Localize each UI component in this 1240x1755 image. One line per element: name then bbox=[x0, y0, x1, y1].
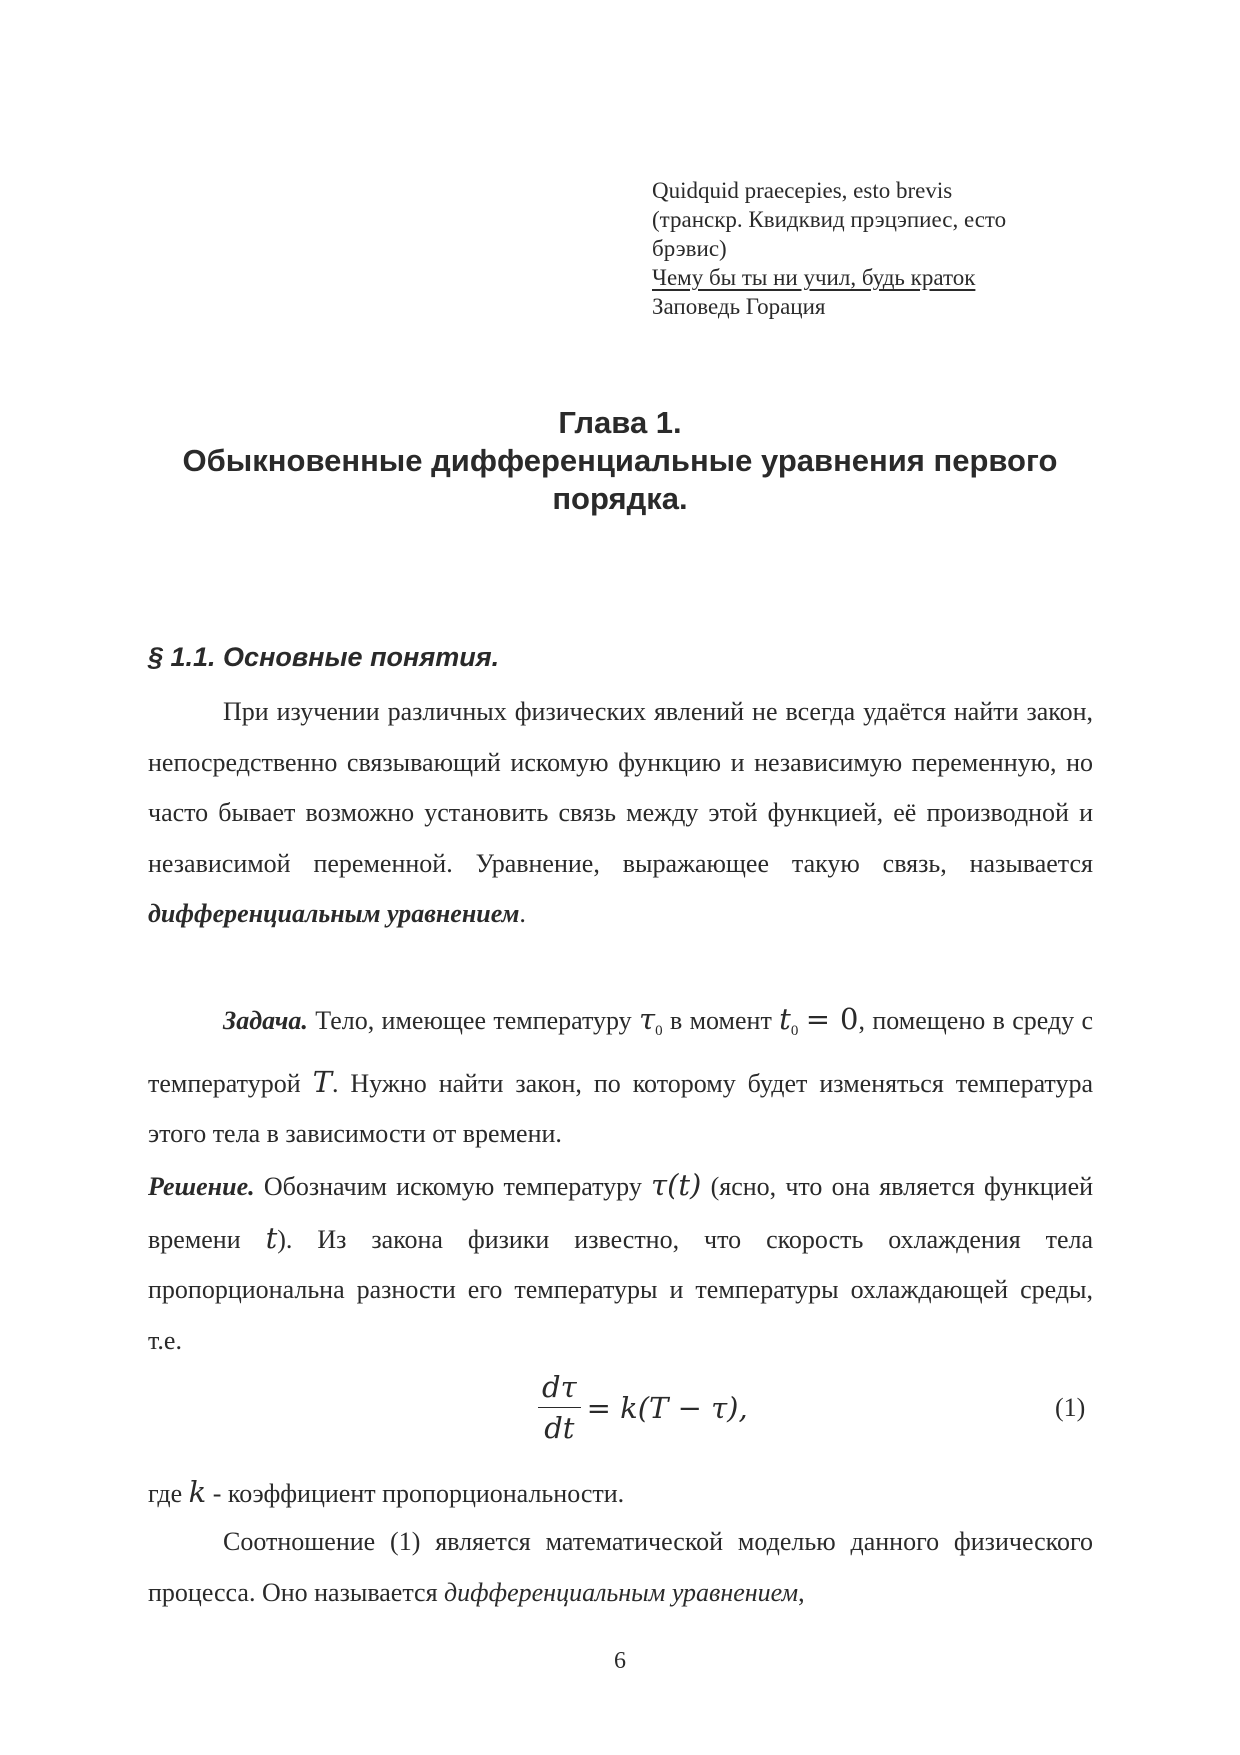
equation-rhs: = k(T − τ), bbox=[586, 1390, 748, 1425]
paragraph-intro-end: . bbox=[519, 899, 526, 928]
fraction-denominator: dt bbox=[544, 1411, 575, 1445]
epigraph-translation: Чему бы ты ни учил, будь краток bbox=[652, 265, 976, 290]
t-variable: t bbox=[265, 1220, 278, 1255]
term-differential-equation-2: дифференциальным уравнением bbox=[444, 1577, 799, 1607]
solution-text-2: (ясно, что она является функцией времени bbox=[148, 1172, 1094, 1254]
t-symbol: t bbox=[779, 1002, 791, 1036]
k-symbol: k bbox=[188, 1475, 207, 1509]
epigraph-latin: Quidquid praecepies, esto brevis bbox=[652, 178, 953, 203]
model-text: Соотношение (1) является математической моделью данного физического процесса. Оно называется bbox=[148, 1527, 1093, 1607]
t-subscript: 0 bbox=[790, 1023, 799, 1040]
equation-number: (1) bbox=[1055, 1393, 1086, 1422]
tau-subscript: 0 bbox=[655, 1023, 663, 1040]
T-symbol: T bbox=[312, 1064, 332, 1099]
epigraph-transcription-end: брэвис) bbox=[652, 236, 727, 261]
section-heading: § 1.1. Основные понятия. bbox=[148, 642, 500, 672]
task-label: Задача. bbox=[223, 1006, 308, 1035]
paragraph-where bbox=[148, 1467, 1093, 1520]
epigraph-attribution: Заповедь Горация bbox=[652, 294, 826, 319]
task-text-4: . Нужно найти закон, по которому будет изменяться температура этого тела в зависимости от времени. bbox=[148, 1068, 1093, 1149]
paragraph-intro bbox=[148, 687, 1093, 940]
chapter-title bbox=[140, 404, 1100, 518]
task-text-2: в момент bbox=[669, 1006, 772, 1035]
chapter-name-line1: Обыкновенные дифференциальные уравнения первого bbox=[182, 443, 1058, 478]
paragraph-solution bbox=[148, 1160, 1093, 1366]
where-prefix: где bbox=[148, 1479, 183, 1508]
fraction-numerator: dτ bbox=[538, 1370, 581, 1408]
task-text-3: , помещено в среду с температурой bbox=[148, 1006, 1094, 1098]
derivative-fraction bbox=[538, 1370, 581, 1445]
paragraph-model bbox=[148, 1517, 1093, 1618]
solution-text-3: ). Из закона физики известно, что скорость охлаждения тела пропорциональна разности его температуры и температуры охлаждающей среды, т.е. bbox=[148, 1224, 1094, 1355]
chapter-number: Глава 1. bbox=[558, 405, 682, 440]
term-differential-equation: дифференциальным уравнением bbox=[148, 899, 520, 928]
solution-label: Решение. bbox=[148, 1172, 255, 1201]
epigraph bbox=[652, 176, 1082, 321]
equation-1 bbox=[538, 1370, 748, 1445]
where-text: - коэффициент пропорциональности. bbox=[212, 1479, 625, 1508]
model-end: , bbox=[798, 1577, 805, 1607]
page-number: 6 bbox=[614, 1648, 626, 1674]
tau-symbol: τ bbox=[639, 1002, 656, 1036]
epigraph-transcription: (транскр. Квидквид прэцэпиес, есто bbox=[652, 207, 1007, 232]
solution-text-1: Обозначим искомую температуру bbox=[263, 1172, 642, 1201]
task-text-1: Тело, имеющее температуру bbox=[315, 1006, 632, 1035]
paragraph-intro-text: При изучении различных физических явлений не всегда удаётся найти закон, непосредственно связывающий искомую функцию и независимую переменную, но часто бывает возможно установить связь между этой функцией, её производной и независимой переменной. Уравнение, выражающее такую связь, называется bbox=[148, 697, 1093, 878]
chapter-name-line2: порядка. bbox=[552, 481, 688, 516]
equals-zero: = 0 bbox=[805, 1002, 859, 1036]
tau-of-t: τ(t) bbox=[651, 1168, 702, 1202]
paragraph-task bbox=[148, 994, 1093, 1160]
